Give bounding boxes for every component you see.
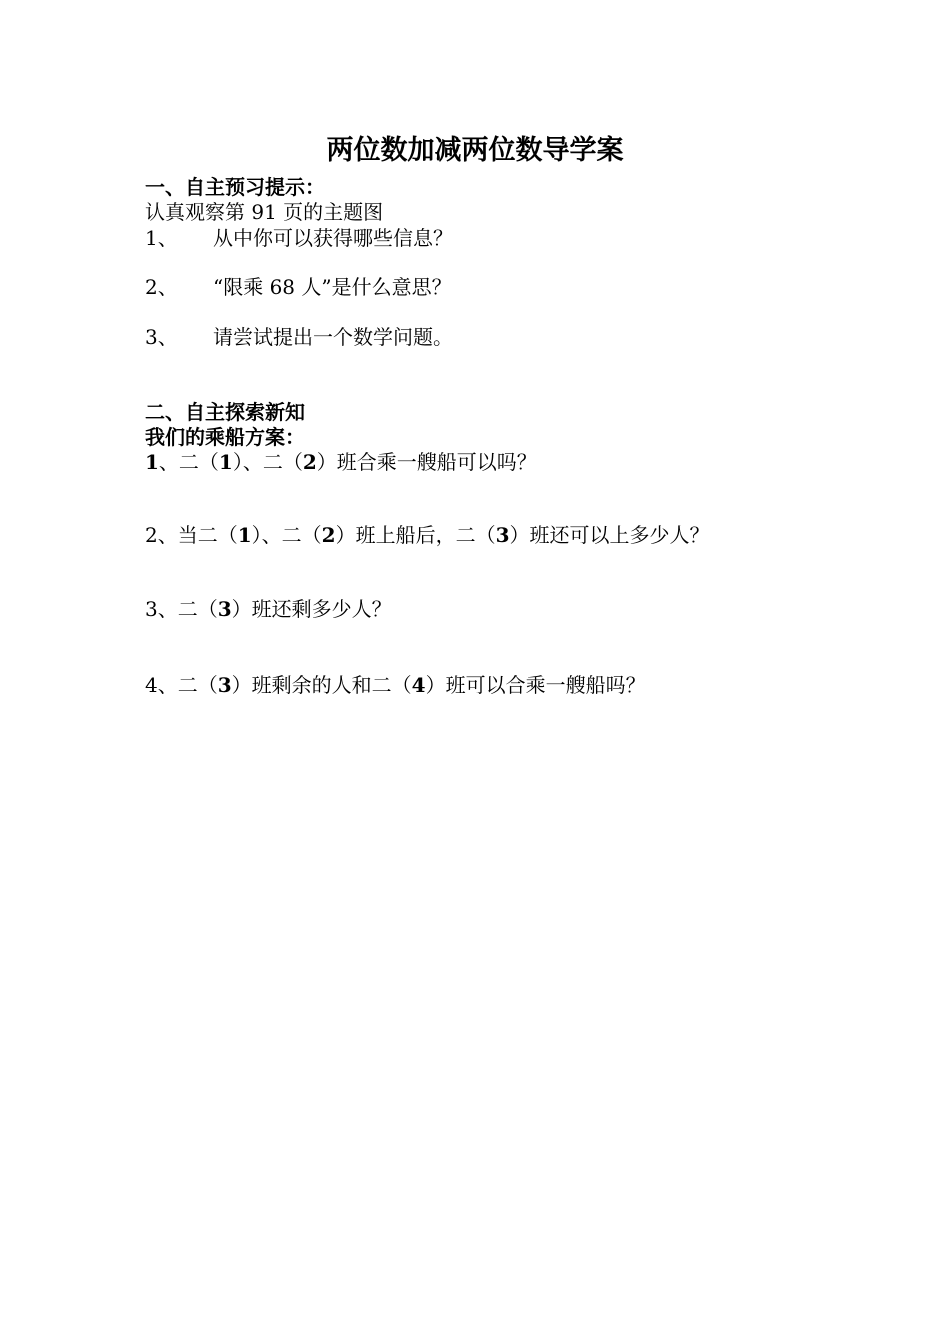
item-number: 3、 bbox=[145, 325, 178, 349]
q1-part: 1 bbox=[218, 450, 233, 474]
q4-part: 3 bbox=[217, 673, 232, 697]
q1-part: 、二（ bbox=[158, 450, 219, 474]
plan-question-3 bbox=[145, 596, 392, 622]
q1-part: ）班合乘一艘船可以吗？ bbox=[316, 450, 537, 474]
section2-subheading: 我们的乘船方案： bbox=[145, 425, 305, 449]
item-number: 2、 bbox=[145, 275, 178, 299]
q4-part: ）班可以合乘一艘船吗？ bbox=[425, 673, 646, 697]
item-text: “限乘 68 人”是什么意思？ bbox=[213, 275, 452, 299]
q1-part: 1 bbox=[145, 450, 159, 474]
section1-heading: 一、自主预习提示： bbox=[145, 175, 325, 199]
item-text: 从中你可以获得哪些信息？ bbox=[213, 226, 453, 250]
q4-part: ）班剩余的人和二（ bbox=[231, 673, 412, 697]
item-text: 请尝试提出一个数学问题。 bbox=[213, 325, 453, 349]
q2-part: 1 bbox=[237, 523, 252, 547]
q1-part: 2 bbox=[302, 450, 317, 474]
plan-question-1 bbox=[145, 449, 537, 475]
q2-part: 2、当二（ bbox=[145, 523, 238, 547]
q3-part: 3、二（ bbox=[145, 597, 218, 621]
item-number: 1、 bbox=[145, 226, 178, 250]
section1-intro: 认真观察第 91 页的主题图 bbox=[145, 200, 384, 224]
q2-part: 3 bbox=[495, 523, 510, 547]
q1-part: ）、二（ bbox=[232, 450, 303, 474]
plan-question-4 bbox=[145, 672, 646, 698]
q4-part: 4 bbox=[411, 673, 426, 697]
q2-part: ）班还可以上多少人？ bbox=[509, 523, 710, 547]
q3-part: 3 bbox=[217, 597, 232, 621]
q2-part: ）、二（ bbox=[251, 523, 322, 547]
question-item bbox=[145, 324, 453, 350]
question-item bbox=[145, 225, 453, 251]
plan-question-2 bbox=[145, 522, 710, 548]
q2-part: ）班上船后，二（ bbox=[335, 523, 496, 547]
q3-part: ）班还剩多少人？ bbox=[231, 597, 392, 621]
q2-part: 2 bbox=[321, 523, 336, 547]
page-title: 两位数加减两位数导学案 bbox=[326, 135, 624, 166]
q4-part: 4、二（ bbox=[145, 673, 218, 697]
question-item bbox=[145, 274, 452, 300]
section2-heading: 二、自主探索新知 bbox=[145, 400, 305, 424]
